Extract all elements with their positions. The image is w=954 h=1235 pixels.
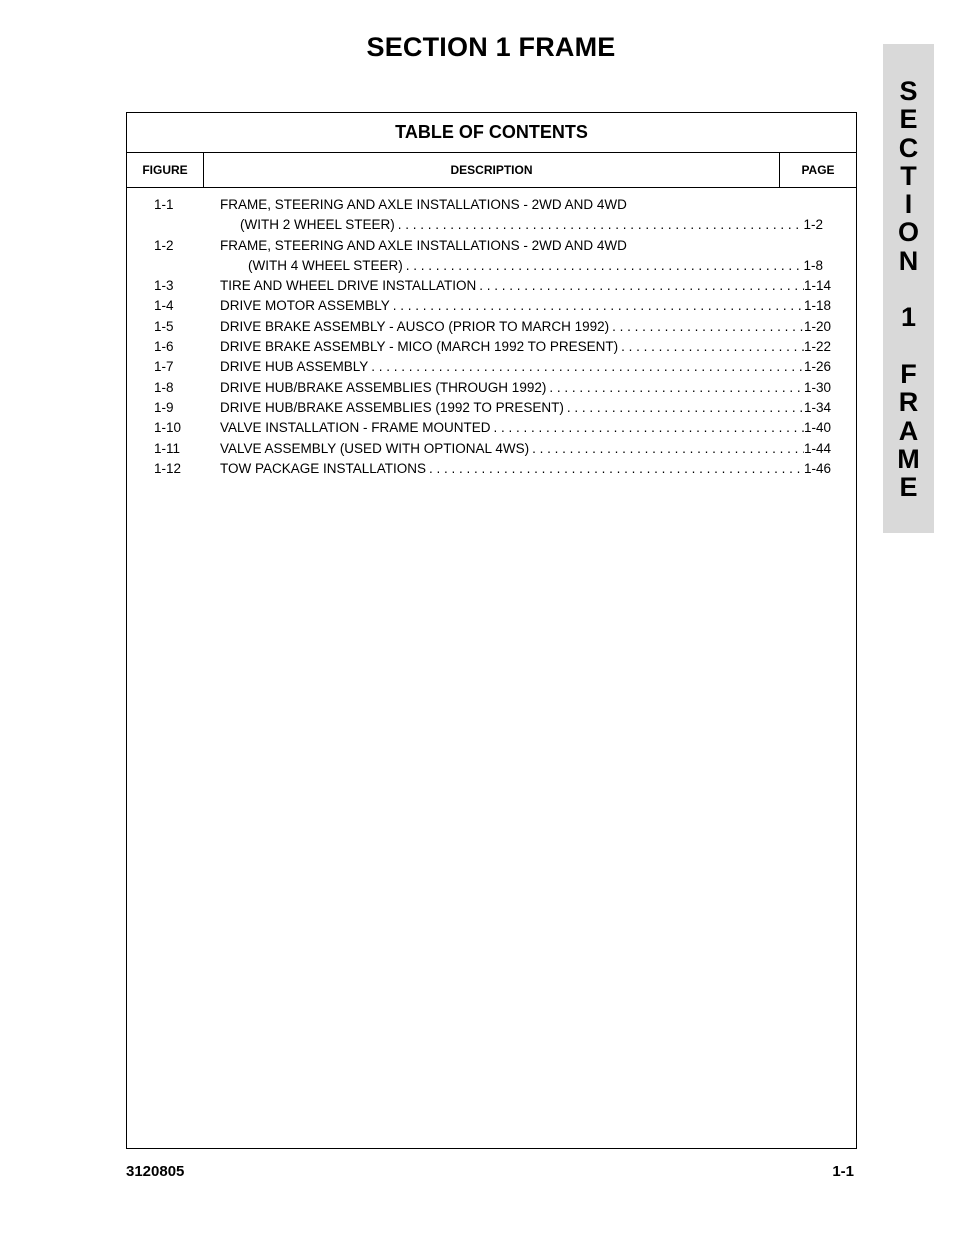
side-tab-letter: C — [898, 132, 919, 163]
toc-page-number: 1-2 — [803, 217, 823, 233]
toc-figure-number: 1-4 — [154, 298, 174, 314]
toc-page-number: 1-22 — [803, 339, 831, 355]
toc-figure-number: 1-8 — [154, 379, 174, 395]
side-tab-letter: E — [899, 472, 918, 503]
toc-page-number: 1-34 — [803, 399, 831, 415]
footer-doc-number: 3120805 — [126, 1163, 185, 1180]
toc-figure-number: 1-7 — [154, 359, 174, 375]
side-tab-letter: T — [900, 160, 917, 191]
toc-column-headers — [127, 153, 856, 188]
toc-entries — [127, 188, 856, 479]
toc-row — [127, 459, 856, 479]
toc-description: FRAME, STEERING AND AXLE INSTALLATIONS - 2WD AND 4WD — [220, 197, 627, 212]
toc-figure-number: 1-12 — [154, 460, 182, 476]
dot-leader — [368, 357, 804, 377]
toc-page-number: 1-8 — [803, 257, 823, 273]
toc-row — [127, 296, 856, 316]
dot-leader — [618, 337, 804, 357]
side-tab-letter: I — [904, 189, 913, 220]
side-tab-letter: M — [897, 443, 920, 474]
toc-figure-number: 1-11 — [154, 440, 181, 456]
dot-leader — [529, 439, 804, 459]
toc-page-number: 1-26 — [803, 359, 831, 375]
toc-page-number: 1-14 — [803, 278, 831, 294]
toc-description: DRIVE HUB/BRAKE ASSEMBLIES (THROUGH 1992) — [220, 379, 547, 395]
side-tab-letter: R — [898, 387, 919, 418]
toc-description: VALVE INSTALLATION - FRAME MOUNTED — [220, 420, 491, 436]
column-header-description: DESCRIPTION — [204, 153, 780, 187]
toc-description: DRIVE HUB/BRAKE ASSEMBLIES (1992 TO PRESENT) — [220, 399, 564, 415]
toc-row — [127, 378, 856, 398]
toc-description: (WITH 2 WHEEL STEER) — [240, 217, 395, 233]
toc-description: DRIVE HUB ASSEMBLY — [220, 359, 369, 375]
toc-page-number: 1-20 — [803, 318, 831, 334]
toc-figure-number: 1-6 — [154, 339, 174, 355]
toc-row — [127, 317, 856, 337]
dot-leader — [609, 317, 804, 337]
side-tab-letter: S — [899, 76, 918, 106]
column-header-figure: FIGURE — [127, 153, 204, 187]
toc-description: FRAME, STEERING AND AXLE INSTALLATIONS - 2WD AND 4WD — [220, 237, 627, 253]
side-tab-letter — [883, 332, 934, 360]
dot-leader — [403, 256, 804, 276]
toc-page-number: 1-18 — [803, 298, 831, 314]
side-tab-letter: O — [897, 217, 919, 248]
toc-page-number: 1-30 — [803, 379, 831, 395]
toc-row — [127, 195, 856, 215]
dot-leader — [546, 378, 804, 398]
toc-page-number: 1-46 — [803, 460, 831, 476]
table-of-contents — [126, 112, 857, 1149]
toc-row — [127, 215, 856, 235]
toc-figure-number: 1-9 — [154, 399, 174, 415]
toc-description: DRIVE MOTOR ASSEMBLY — [220, 298, 390, 314]
toc-description: TIRE AND WHEEL DRIVE INSTALLATION — [220, 278, 477, 294]
side-tab-letter: E — [899, 104, 918, 135]
dot-leader — [390, 296, 804, 316]
dot-leader — [491, 418, 804, 438]
dot-leader — [426, 459, 804, 479]
toc-row — [127, 276, 856, 296]
side-tab-letter: A — [898, 415, 919, 446]
toc-description: VALVE ASSEMBLY (USED WITH OPTIONAL 4WS) — [220, 440, 530, 456]
side-tab-letter: N — [898, 245, 919, 276]
dot-leader — [564, 398, 804, 418]
toc-description: TOW PACKAGE INSTALLATIONS — [220, 460, 427, 476]
toc-page-number: 1-44 — [803, 440, 831, 456]
toc-figure-number: 1-3 — [154, 278, 174, 294]
toc-heading: TABLE OF CONTENTS — [127, 113, 856, 153]
footer-page-number: 1-1 — [832, 1163, 854, 1180]
toc-figure-number: 1-10 — [154, 420, 182, 436]
dot-leader — [476, 276, 804, 296]
toc-figure-number: 1-2 — [154, 237, 174, 253]
toc-row — [127, 236, 856, 256]
toc-row — [127, 337, 856, 357]
toc-description: DRIVE BRAKE ASSEMBLY - AUSCO (PRIOR TO MARCH 1992) — [220, 318, 610, 334]
page-title: SECTION 1 FRAME — [366, 32, 616, 62]
toc-row — [127, 256, 856, 276]
toc-description: DRIVE BRAKE ASSEMBLY - MICO (MARCH 1992 TO PRESENT) — [220, 339, 619, 355]
toc-description: (WITH 4 WHEEL STEER) — [248, 257, 403, 273]
toc-row — [127, 357, 856, 377]
toc-row — [127, 398, 856, 418]
toc-page-number: 1-40 — [803, 420, 831, 436]
section-side-tab — [883, 44, 934, 533]
side-tab-letter: F — [900, 358, 917, 389]
toc-row — [127, 439, 856, 459]
side-tab-letter: 1 — [900, 302, 917, 333]
toc-row — [127, 418, 856, 438]
side-tab-letter — [883, 275, 934, 303]
dot-leader — [395, 215, 804, 235]
column-header-page: PAGE — [801, 163, 835, 177]
toc-figure-number: 1-5 — [154, 318, 174, 334]
toc-figure-number: 1-1 — [154, 197, 174, 212]
